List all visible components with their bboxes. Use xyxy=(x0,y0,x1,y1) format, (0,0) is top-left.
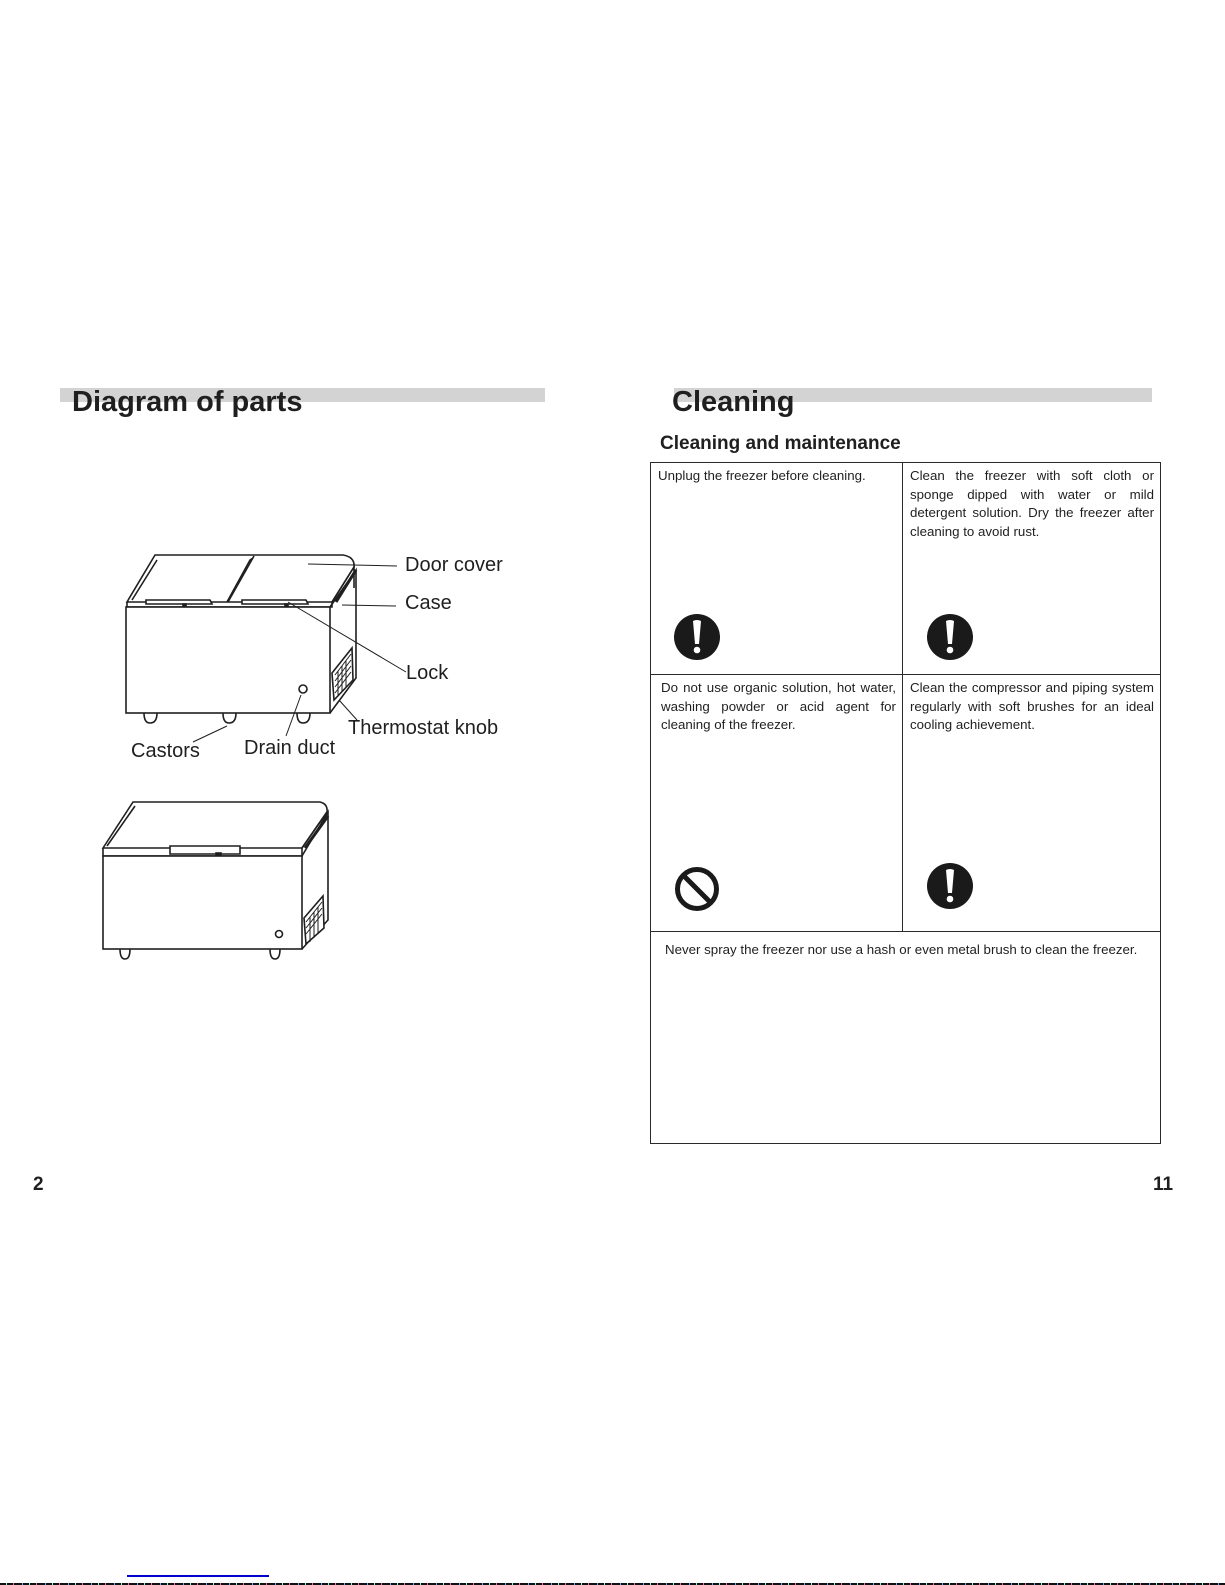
label-case: Case xyxy=(405,592,452,614)
cleaning-instructions-table xyxy=(650,462,1161,1144)
page-number-right: 11 xyxy=(1153,1174,1174,1195)
exclamation-icon xyxy=(926,862,974,910)
cell-text: Clean the compressor and piping system regularly with soft brushes for an ideal cooling achievement. xyxy=(910,680,1154,732)
single-door-freezer-diagram xyxy=(90,790,340,970)
label-door-cover: Door cover xyxy=(405,554,503,576)
link-underline[interactable] xyxy=(127,1575,269,1577)
prohibited-icon xyxy=(673,865,721,913)
label-castors: Castors xyxy=(131,740,200,762)
thermostat-knob-drawing xyxy=(299,685,307,693)
label-lock: Lock xyxy=(406,662,449,684)
label-drain-duct: Drain duct xyxy=(244,737,336,759)
cell-text: Clean the freezer with soft cloth or sponge dipped with water or mild detergent solution. Dry the freezer after cleaning to avoid rust. xyxy=(910,468,1154,539)
section-title-diagram-of-parts: Diagram of parts xyxy=(72,386,303,418)
label-thermostat-knob: Thermostat knob xyxy=(348,717,499,739)
page-number-left: 2 xyxy=(33,1174,44,1195)
section-title-cleaning: Cleaning xyxy=(672,386,795,418)
cell-text: Unplug the freezer before cleaning. xyxy=(658,468,866,483)
cell-text: Do not use organic solution, hot water, washing powder or acid agent for cleaning of the freezer. xyxy=(661,680,896,732)
cleaning-cell xyxy=(651,463,903,675)
cleaning-cell xyxy=(903,463,1161,675)
castors-drawing xyxy=(144,713,310,723)
exclamation-icon xyxy=(673,613,721,661)
exclamation-icon xyxy=(926,613,974,661)
door-cover-drawing xyxy=(127,555,356,608)
grille-drawing xyxy=(332,648,353,700)
subtitle-cleaning-and-maintenance: Cleaning and maintenance xyxy=(660,433,901,454)
cleaning-cell xyxy=(651,675,903,932)
cell-text: Never spray the freezer nor use a hash or even metal brush to clean the freezer. xyxy=(665,942,1138,957)
cleaning-cell xyxy=(903,675,1161,932)
cleaning-cell-wide xyxy=(651,932,1161,1144)
